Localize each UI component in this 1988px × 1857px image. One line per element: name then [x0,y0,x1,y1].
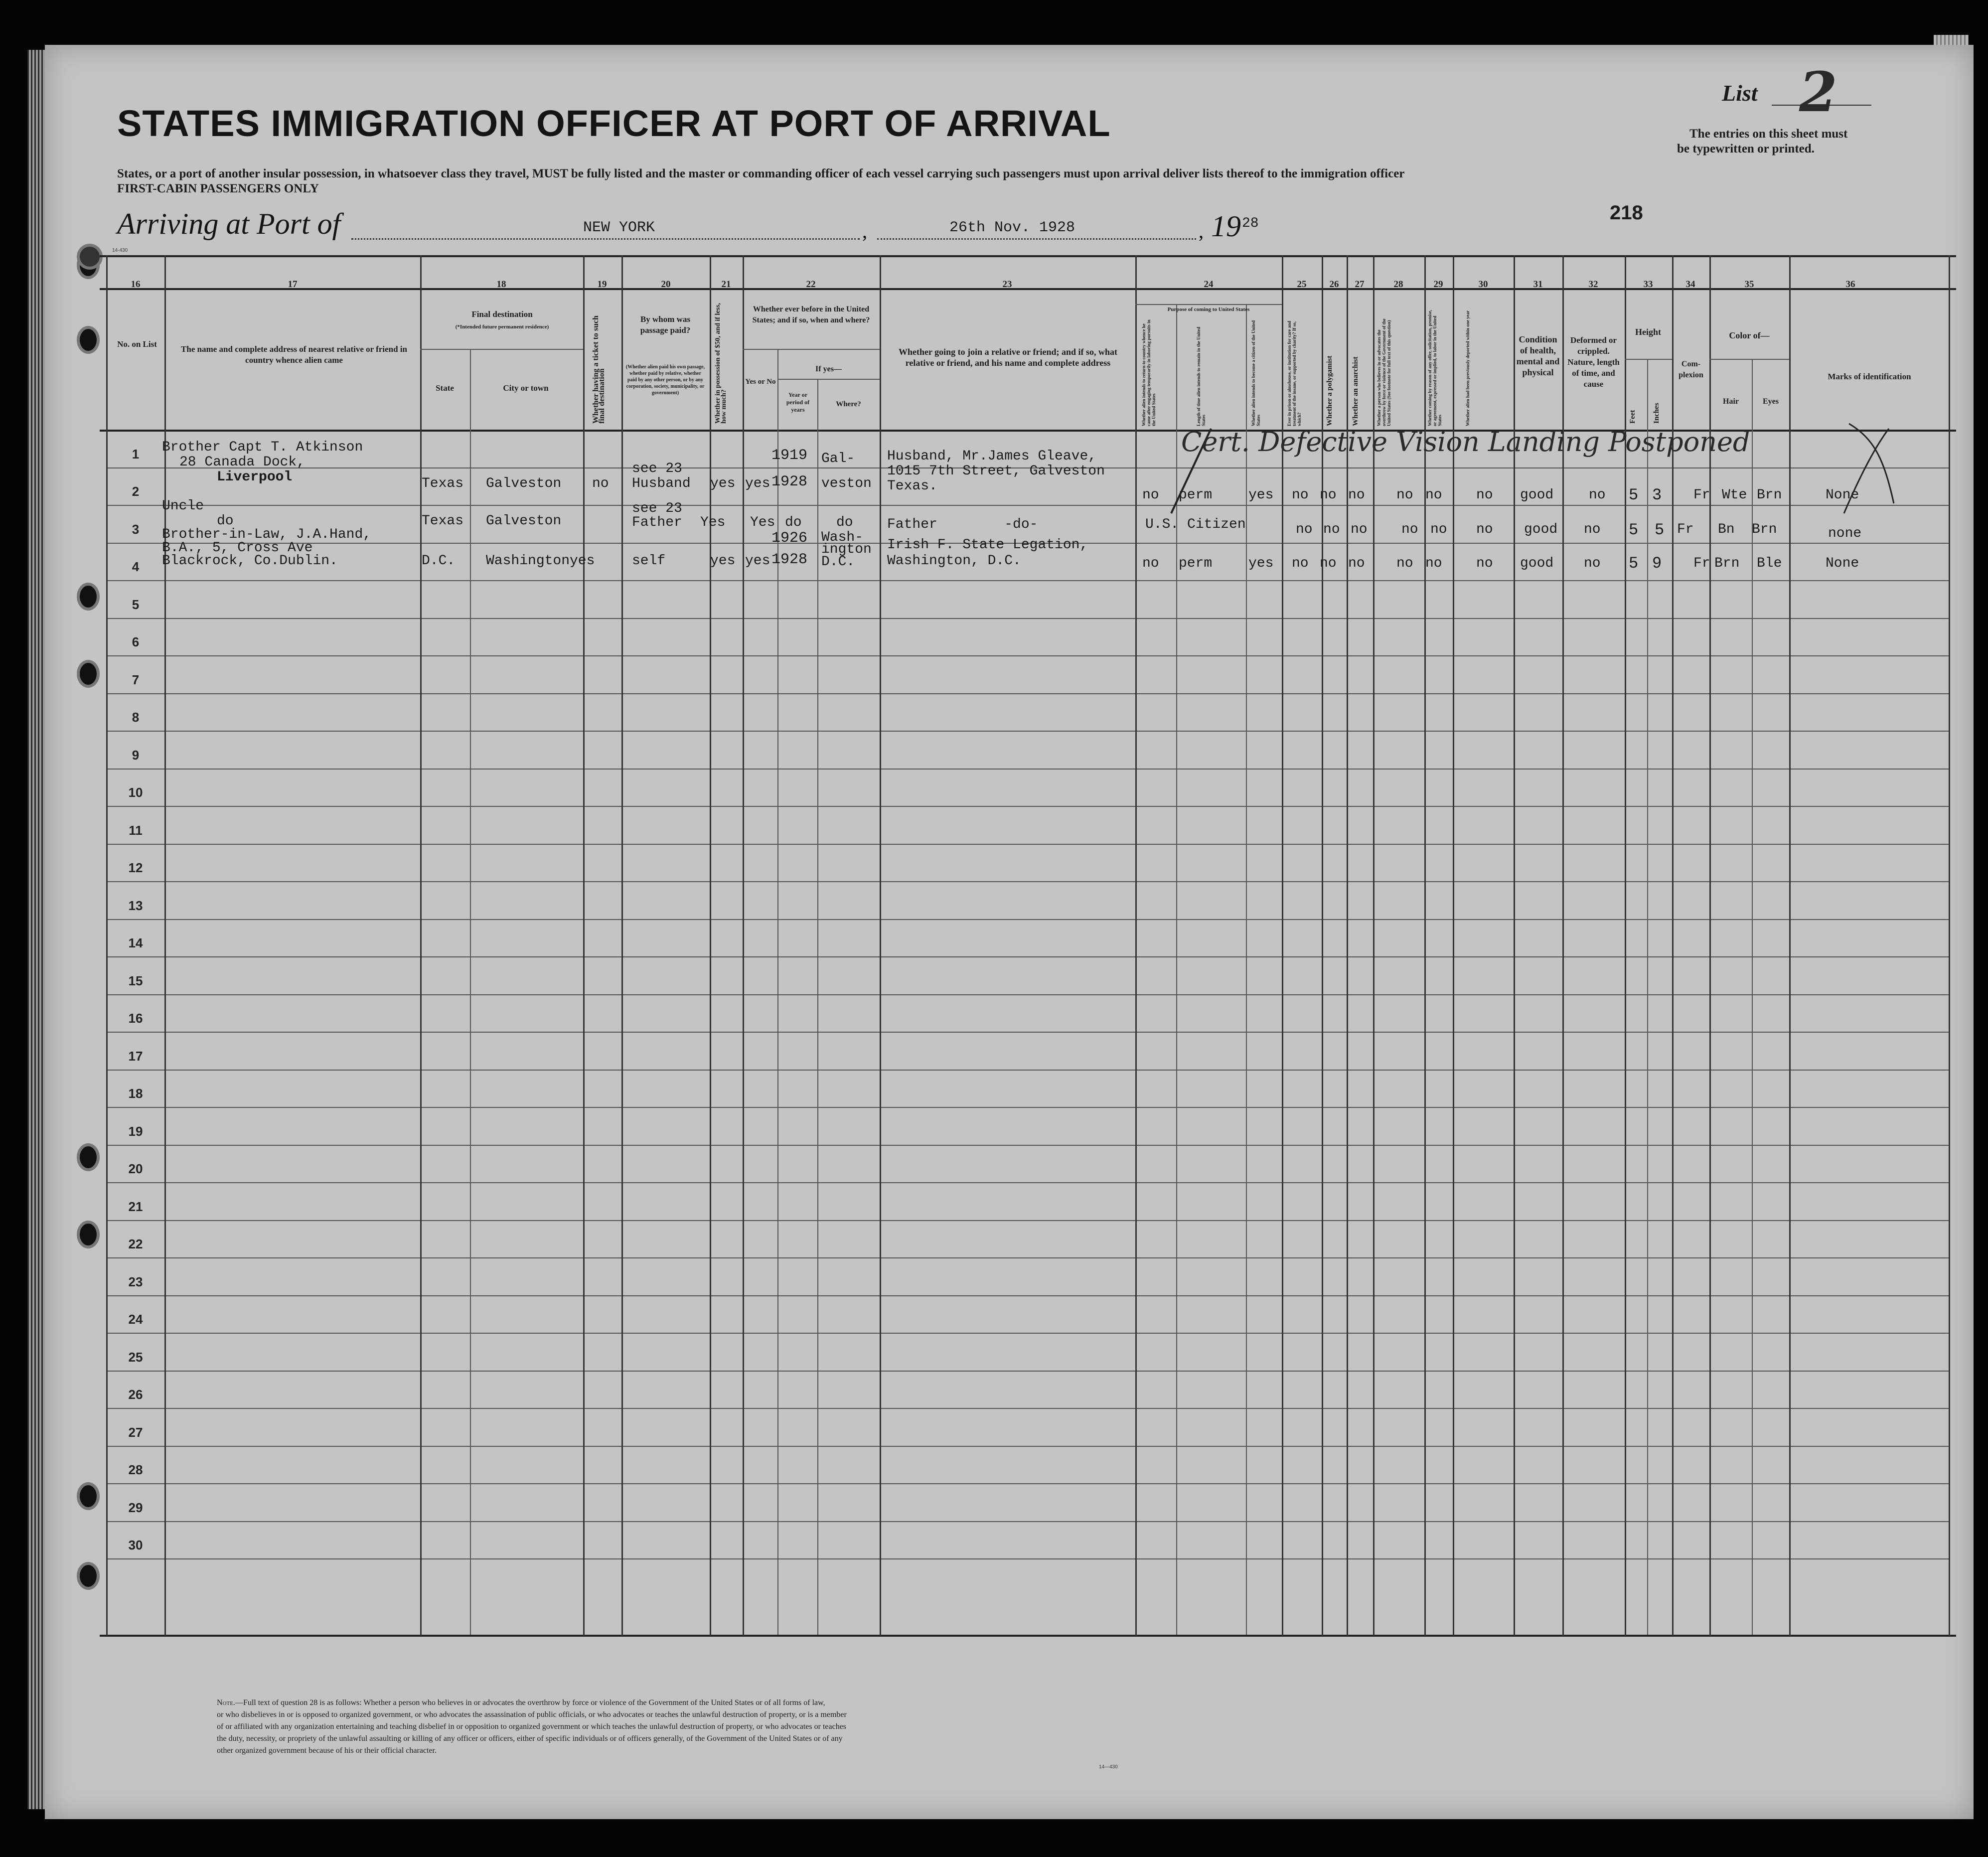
row1-purpose-length: perm [1179,487,1213,503]
hdr-city: City or town [503,383,549,393]
row2-q28: no [1401,522,1418,537]
subheader-rule [420,349,583,350]
col-num-28: 28 [1393,279,1403,290]
row-rule [106,580,1950,581]
port-value: NEW YORK [583,219,655,236]
hdr-paid-by: By whom was passage paid? [640,314,691,335]
row1-city: Galveston [486,476,562,491]
hdr-eyes: Eyes [1763,397,1779,406]
row1-q26: no [1320,487,1337,503]
row3-paid-by: self [632,553,666,569]
row2-marks: none [1828,526,1862,541]
row1-inches: 3 [1652,486,1662,504]
hdr-paid-by-note: (Whether alien paid his own passage, whether paid by relative, whether paid by any other person, or by any corporation, society, municipality, or government) [625,364,705,396]
col-num-21: 21 [721,279,731,290]
hdr-fifty-dollars: Whether in possession of $50, and if less, how much? [714,303,728,424]
row1-marks: None [1826,487,1859,503]
col-num-25: 25 [1297,279,1307,290]
hdr-ticket: Whether having a ticket to such final destination [592,315,606,424]
row-number: 28 [128,1462,143,1477]
row-rule [106,844,1950,845]
hdr-no-on-list: No. on List [117,339,157,349]
row-rule [106,1371,1950,1372]
row-rule [106,731,1950,732]
row-rule [106,1145,1950,1146]
list-number: 2 [1799,60,1837,124]
row-number: 14 [128,935,143,950]
row2-hair: Bn [1718,522,1735,537]
row-number: 4 [132,559,140,574]
row3-deformed: no [1584,556,1601,571]
hdr-height: Height [1635,327,1661,337]
row3-purpose-return: no [1142,556,1159,571]
col-num-34: 34 [1685,279,1695,290]
first-cabin-label: FIRST-CABIN PASSENGERS ONLY [117,182,319,195]
table-bottom-rule [100,1635,1956,1637]
hdr-if-yes: If yes— [815,365,842,373]
col-line [106,255,108,1636]
row-number: 12 [128,860,143,875]
hdr-final-destination-note: (*Intended future permanent residence) [455,324,549,330]
row-number: 5 [132,597,140,612]
col-num-26: 26 [1329,279,1339,290]
footnote-line-1 [217,1699,825,1707]
row3-years: 1926 [771,530,808,547]
row2-relative-2: do [217,513,234,529]
row3-purpose-citizen: yes [1248,556,1274,571]
row-rule [106,1558,1950,1559]
row-rule [106,693,1950,694]
col-num-35: 35 [1744,279,1754,290]
footnote-line-2: or who disbelieves in or is opposed to organized government, or who advocates the assassination of public officials, or who advocates or teaches the unlawful destruction of property, or is a member [217,1710,847,1719]
row-number: 27 [128,1425,143,1440]
year-prefix: 19 [1211,210,1241,243]
hdr-question-29: Whether coming by reason of any offer, solicitation, promise, or agreement, expressed or implied, to labor in the United States [1427,310,1442,426]
row3-health: good [1520,556,1554,571]
col-line [583,255,585,1636]
row3-q25: no [1292,556,1309,571]
form-number-top: 14-430 [112,248,128,253]
hdr-where: Where? [836,400,861,408]
col-line [880,255,881,1636]
row3-city: Washington [486,553,570,569]
subheader-rule [777,379,880,380]
hdr-health: Condition of health, mental and physical [1516,334,1560,377]
table-top-rule [100,255,1956,257]
hdr-prison: Ever in prison or almshouse, or institution for care and treatment of the insane, or supported by charity? If so, which? [1287,320,1302,426]
row1-joining: Husband, Mr.James Gleave, [887,449,1097,464]
hdr-joining: Whether going to join a relative or friend; and if so, what relative or friend, and his name and complete address [899,347,1117,368]
row1-complexion: Fr [1693,487,1710,503]
row3-relative-3: Blackrock, Co.Dublin. [162,553,338,569]
row-rule [106,1333,1950,1334]
hdr-purpose: Purpose of coming to United States [1167,307,1250,312]
row2-before: Yes [750,515,775,530]
col-line [1135,255,1137,1636]
row-number: 15 [128,973,143,988]
row3-where-3: D.C. [821,554,855,570]
row1-relative: Brother Capt T. Atkinson [162,440,363,455]
row1-health: good [1520,487,1554,503]
footnote-text-1: —Full text of question 28 is as follows: Whether a person who believes in or advocates the overthrow by force or violence of the Government of the United States or of all forms of law, [235,1699,825,1707]
row2-paid-by-2: Father [632,515,682,530]
row2-fifty: Yes [700,515,726,530]
row-number: 6 [132,634,140,649]
row-rule [106,806,1950,807]
col-num-23: 23 [1002,279,1012,290]
hdr-polygamist: Whether a polygamist [1326,355,1334,426]
hdr-year-period: Year or period of years [786,391,810,413]
comma-separator-2: , [1199,220,1204,242]
col-num-16: 16 [131,279,141,290]
row-rule [106,919,1950,920]
col-num-20: 20 [661,279,671,290]
hdr-yes-no: Yes or No [745,378,776,386]
binding-hole [80,586,97,608]
binding-hole [80,1224,97,1245]
row1-paid-by: see 23 [632,461,682,476]
row-number: 18 [128,1086,143,1101]
row-number: 10 [128,785,143,800]
hdr-purpose-citizen: Whether alien intends to become a citizen of the United States [1251,320,1261,426]
row-rule [106,1032,1950,1033]
typewritten-note: The entries on this sheet must [1689,127,1848,141]
row3-complexion: Fr [1693,556,1710,571]
row1-where: Gal- [821,451,855,466]
year-suffix: 28 [1242,216,1259,231]
row-number: 2 [132,484,140,499]
row3-where-2: ington [821,542,872,557]
row1-purpose-citizen: yes [1248,487,1274,503]
row3-relative: Brother-in-Law, J.A.Hand, [162,527,372,542]
hdr-purpose-length: Length of time alien intends to remain in the United States [1196,326,1206,426]
footnote-line-3: of or affiliated with any organization entertaining and teaching disbelief in or opposition to organized government or which teaches the unlawful destruction of property, or who advocates or teaches [217,1722,847,1731]
arriving-label: Arriving at Port of [117,207,341,240]
subheader-rule [1625,359,1672,360]
col-line [621,255,623,1636]
row2-q27: no [1351,522,1368,537]
row3-state: D.C. [422,553,456,569]
row-rule [106,618,1950,619]
row3-eyes: Ble [1757,556,1782,571]
row1-q27: no [1348,487,1365,503]
hdr-anarchist: Whether an anarchist [1352,356,1360,426]
row-number: 23 [128,1274,143,1289]
row3-marks: None [1826,556,1859,571]
row-rule [106,655,1950,656]
col-num-19: 19 [597,279,607,290]
row-number: 16 [128,1011,143,1026]
row3-feet: 5 [1629,554,1639,573]
row-number: 30 [128,1538,143,1552]
hdr-question-28: Whether a person who believes in or advocates the overthrow by force or violence of the Government of the United States (See footnote for full text of this question) [1376,318,1391,426]
row1-feet: 5 [1629,486,1639,504]
row-rule [106,1521,1950,1522]
row-rule [106,1220,1950,1221]
row3-purpose-length: perm [1179,556,1213,571]
date-value: 26th Nov. 1928 [949,219,1075,236]
row3-relative-2: B.A., 5, Cross Ave [162,540,313,556]
col-num-31: 31 [1533,279,1543,290]
row1-q28: no [1396,487,1413,503]
row3-years-2: 1928 [771,551,808,568]
row3-q30: no [1476,556,1493,571]
footnote-label: Note. [217,1699,235,1707]
col-num-27: 27 [1355,279,1365,290]
col-num-22: 22 [806,279,816,290]
row2-q30: no [1476,522,1493,537]
row3-q28: no [1396,556,1413,571]
row-number: 3 [132,522,140,537]
binding-hole [80,329,97,351]
row3-hair: Brn [1714,556,1740,571]
row2-deformed: no [1584,522,1601,537]
col-num-36: 36 [1845,279,1855,290]
hdr-deformed: Deformed or crippled. Nature, length of time, and cause [1567,335,1620,389]
row1-eyes: Brn [1757,487,1782,503]
row1-ticket: no [592,476,609,491]
row-number: 21 [128,1199,143,1214]
row2-feet: 5 [1629,521,1639,539]
col-line [1647,359,1648,1635]
row-rule [106,1182,1950,1183]
row2-where: do [836,515,853,530]
row-rule [106,1446,1950,1447]
row2-city: Galveston [486,513,562,529]
row-rule [106,994,1950,995]
row-number: 7 [132,672,140,687]
typewritten-note-2: be typewritten or printed. [1677,142,1815,155]
col-num-18: 18 [496,279,506,290]
row1-years: 1919 [771,447,808,464]
subheader-rule [1135,304,1282,305]
row3-joining-2: Washington, D.C. [887,553,1021,569]
row1-deformed: no [1589,487,1606,503]
row-rule [106,1070,1950,1071]
row1-years-2: 1928 [771,473,808,490]
row1-joining-3: Texas. [887,478,937,494]
row1-state: Texas [422,476,464,491]
row-rule [106,1107,1950,1108]
row-number: 24 [128,1312,143,1327]
handwritten-annotation: Cert. Defective Vision Landing Postponed [1181,426,1750,458]
col-line [743,255,744,1636]
row-rule [106,881,1950,882]
hdr-ever-before: Whether ever before in the United States; and if so, when and where? [752,305,870,324]
row1-paid-by-2: Husband [632,476,691,491]
col-num-24: 24 [1204,279,1214,290]
page-number: 218 [1610,202,1643,224]
row2-q29: no [1430,522,1447,537]
row1-hair: Wte [1722,487,1747,503]
hdr-state: State [436,383,454,393]
form-title: STATES IMMIGRATION OFFICER AT PORT OF ARRIVAL [117,103,1111,144]
row3-where: Wash- [821,530,864,545]
row2-relative: Uncle [162,498,204,514]
hdr-final-destination: Final destination [471,310,533,319]
hdr-inches: Inches [1653,403,1661,424]
comma-separator: , [862,220,867,242]
row2-state: Texas [422,513,464,529]
row-number: 26 [128,1387,143,1402]
row1-where-2: veston [821,476,872,491]
hdr-relative-abroad: The name and complete address of nearest relative or friend in country whence alien came [181,344,407,365]
row2-q25: no [1296,522,1313,537]
col-line [164,255,166,1636]
row1-fifty: yes [710,476,736,491]
port-dotted-line [351,238,860,240]
binding-hole [80,1485,97,1507]
row-number: 29 [128,1500,143,1515]
row3-ticket: yes [570,553,595,569]
date-dotted-line [877,238,1196,240]
row-number: 17 [128,1049,143,1064]
col-line [1752,359,1753,1635]
row1-before: yes [745,476,770,491]
row2-citizen: U.S. Citizen [1145,517,1246,532]
binding-hole [80,663,97,685]
row-number: 11 [129,823,143,838]
row-rule [106,1408,1950,1409]
row3-joining: Irish F. State Legation, [887,537,1088,553]
list-label: List [1722,80,1758,106]
row2-eyes: Brn [1752,522,1777,537]
row2-years: do [785,515,802,530]
row-number: 19 [128,1124,143,1139]
row-rule [106,1257,1950,1258]
row3-fifty: yes [710,553,736,569]
row-rule [106,1295,1950,1296]
row1-joining-2: 1015 7th Street, Galveston [887,464,1105,479]
footnote-line-4: the duty, necessity, or propriety of the unlawful assaulting or killing of any officer or officers, either of specific individuals or of officers generally, of the Government of the United States or of any [217,1734,843,1743]
form-subtitle: States, or a port of another insular possession, in whatsoever class they travel, MUST be fully listed and the master or commanding officer of each vessel carrying such passengers must upon arrival deliver lists thereof to the immigration officer [117,167,1405,180]
row1-q25: no [1292,487,1309,503]
col-num-32: 32 [1588,279,1598,290]
row-number: 8 [132,710,140,725]
page-stack-left-edge [27,50,47,1809]
row-number: 13 [128,898,143,913]
hdr-purpose-return: Whether alien intends to return to country whence he came after engaging temporarily in laboring pursuits in the United States [1141,319,1156,426]
form-number-bottom: 14—430 [1099,1764,1118,1770]
row3-inches: 9 [1652,554,1662,573]
col-line [420,255,422,1636]
hdr-question-30: Whether alien had been previously deported within one year [1465,310,1470,426]
row1-relative-address: 28 Canada Dock, [179,455,306,470]
row1-q29: no [1425,487,1442,503]
row-number: 9 [132,748,140,763]
binding-hole [80,1146,97,1168]
row-rule [106,1483,1950,1484]
hdr-complexion: Com-plexion [1679,360,1703,379]
row2-q26: no [1323,522,1340,537]
col-num-29: 29 [1433,279,1443,290]
row1-q30: no [1476,487,1493,503]
row-number: 1 [132,447,140,462]
row1-relative-city: Liverpool [217,469,293,485]
subheader-rule [743,349,880,350]
row-number: 22 [128,1237,143,1251]
binding-hole [80,247,100,267]
row2-complexion: Fr [1677,522,1694,537]
row-number: 25 [128,1350,143,1365]
col-line [710,255,711,1636]
hdr-color-of: Color of— [1729,330,1770,340]
col-line [817,379,818,1635]
row-number: 20 [128,1161,143,1176]
row3-before: yes [745,553,770,569]
col-line [1949,255,1950,1636]
manifest-sheet [45,45,1974,1819]
row2-inches: 5 [1655,521,1665,539]
row2-joining: Father -do- [887,517,1038,532]
row-rule [106,769,1950,770]
row2-paid-by: see 23 [632,501,682,516]
col-line [470,349,471,1635]
col-num-33: 33 [1643,279,1653,290]
row2-health: good [1524,522,1558,537]
col-num-30: 30 [1478,279,1488,290]
row3-q26: no [1320,556,1337,571]
hdr-hair: Hair [1723,397,1739,406]
row3-q29: no [1425,556,1442,571]
row1-purpose-return: no [1142,487,1159,503]
col-num-17: 17 [288,279,298,290]
hdr-marks: Marks of identification [1828,372,1911,381]
row3-q27: no [1348,556,1365,571]
binding-hole [80,1565,97,1587]
row-rule [106,956,1950,957]
subheader-rule [1709,359,1789,360]
footnote-line-5: other organized government because of his or their official character. [217,1746,437,1755]
hdr-feet: Feet [1629,410,1637,424]
